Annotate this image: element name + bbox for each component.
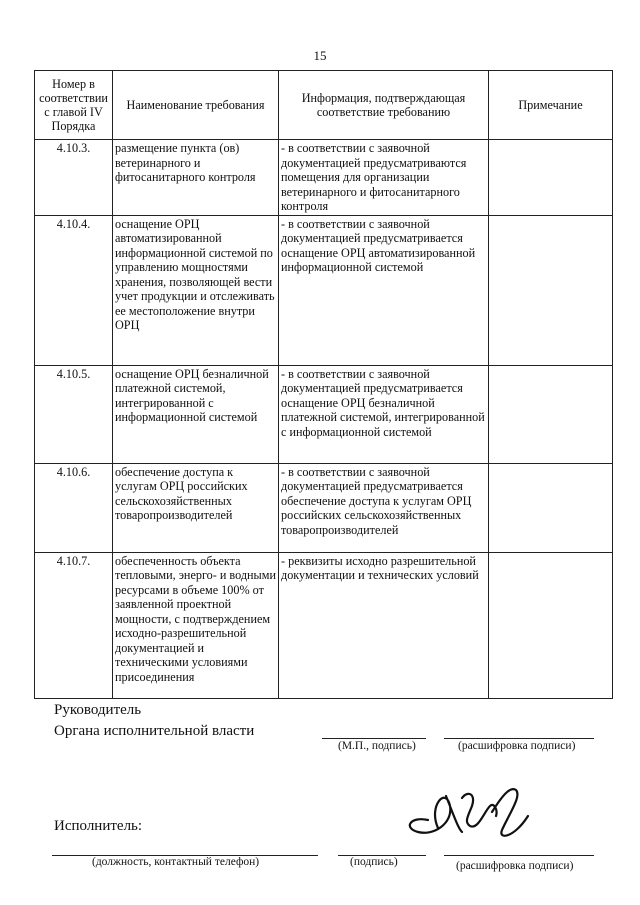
requirements-table (34, 70, 613, 699)
table-row (35, 463, 613, 552)
header-note: Примечание (489, 71, 613, 140)
header-num: Номер в соответствии с главой IV Порядка (35, 71, 113, 140)
page-number: 15 (313, 48, 327, 63)
table-row (35, 140, 613, 216)
row-info: - в соответствии с заявочной документацией предусматривается оснащение ОРЦ автоматизированной информационной системой (279, 215, 489, 365)
table-row (35, 552, 613, 698)
table-row (35, 215, 613, 365)
header-name: Наименование требования (113, 71, 279, 140)
row-name: размещение пункта (ов) ветеринарного и фитосанитарного контроля (113, 140, 279, 216)
table-row (35, 365, 613, 463)
head-sign-line (322, 738, 426, 739)
header-info: Информация, подтверждающая соответствие требованию (279, 71, 489, 140)
head-sign-caption: (М.П., подпись) (338, 740, 416, 752)
head-decode-caption: (расшифровка подписи) (458, 740, 576, 752)
handwritten-signature (398, 776, 538, 856)
executor-decode-caption: (расшифровка подписи) (456, 860, 574, 872)
row-name: оснащение ОРЦ безналичной платежной системой, интегрированной с информационной системой (113, 365, 279, 463)
head-title-line1: Руководитель (54, 702, 142, 718)
row-num: 4.10.7. (35, 552, 113, 698)
row-info: - реквизиты исходно разрешительной документации и технических условий (279, 552, 489, 698)
row-note (489, 552, 613, 698)
row-name: оснащение ОРЦ автоматизированной информационной системой по управлению мощностями хранения, позволяющей вести учет продукции и отслеживать ее местоположение внутри ОРЦ (113, 215, 279, 365)
head-decode-line (444, 738, 594, 739)
executor-label: Исполнитель: (54, 818, 143, 834)
head-title (54, 700, 254, 742)
executor-sign-caption: (подпись) (350, 856, 398, 868)
executor-decode-line (444, 855, 594, 856)
row-info: - в соответствии с заявочной документацией предусматривается оснащение ОРЦ безналичной платежной системой, интегрированной с информационной системой (279, 365, 489, 463)
table-header-row (35, 71, 613, 140)
row-num: 4.10.4. (35, 215, 113, 365)
row-info: - в соответствии с заявочной документацией предусматривается обеспечение доступа к услугам ОРЦ российских сельскохозяйственных товаропроизводителей (279, 463, 489, 552)
row-note (489, 215, 613, 365)
row-info: - в соответствии с заявочной документацией предусматриваются помещения для организации ветеринарного и фитосанитарного контроля (279, 140, 489, 216)
executor-position-caption: (должность, контактный телефон) (92, 856, 260, 868)
head-title-line2: Органа исполнительной власти (54, 723, 255, 739)
row-num: 4.10.6. (35, 463, 113, 552)
row-name: обеспеченность объекта тепловыми, энерго- и водными ресурсами в объеме 100% от заявленной проектной мощности, с подтверждением исходно-разрешительной документацией и техническими условиями присоединения (113, 552, 279, 698)
row-num: 4.10.5. (35, 365, 113, 463)
row-name: обеспечение доступа к услугам ОРЦ российских сельскохозяйственных товаропроизводителей (113, 463, 279, 552)
row-num: 4.10.3. (35, 140, 113, 216)
row-note (489, 463, 613, 552)
row-note (489, 365, 613, 463)
row-note (489, 140, 613, 216)
